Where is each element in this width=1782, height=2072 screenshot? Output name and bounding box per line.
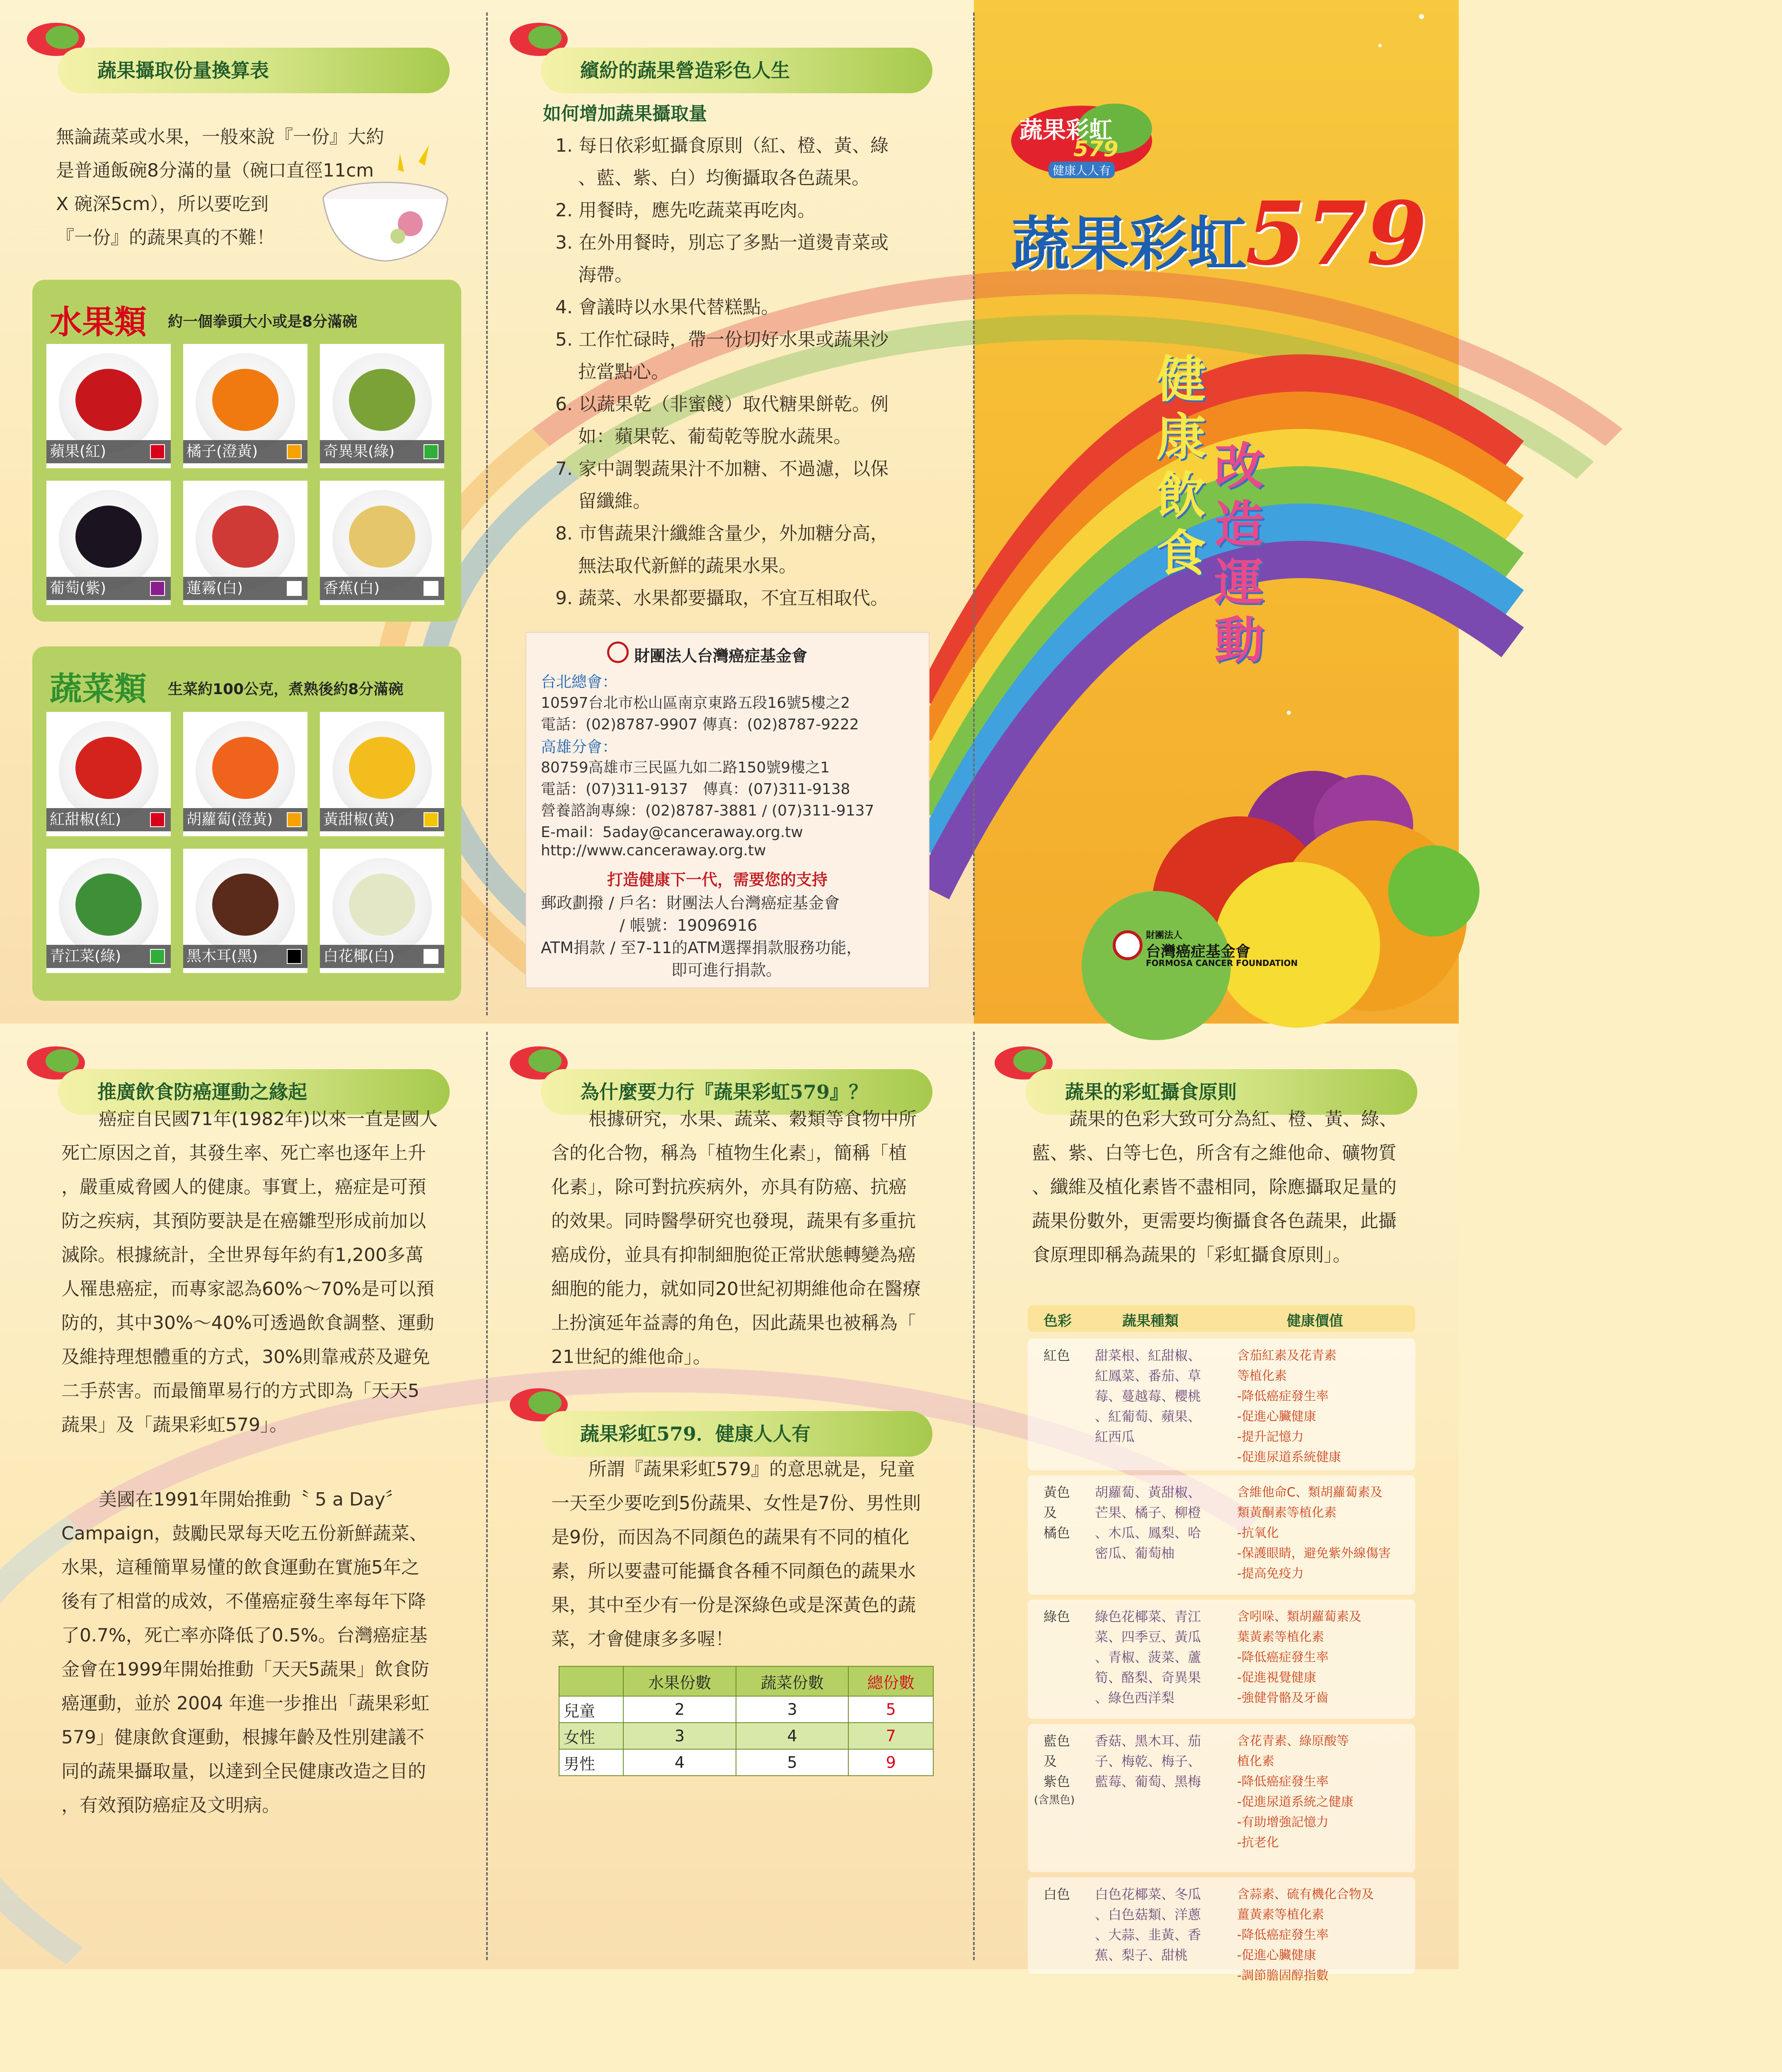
health-value-line: -促進心臟健康: [1237, 1409, 1316, 1424]
servings-cell: 5: [848, 1696, 933, 1723]
paragraph-line: 滅除。根據統計，全世界每年約有1,200多萬: [61, 1244, 424, 1266]
servings-cell: 3: [736, 1696, 849, 1723]
food-list-line: 胡蘿蔔、黃甜椒、: [1095, 1484, 1201, 1500]
p5-section-title-2: 蔬果彩虹579．健康人人有: [541, 1411, 932, 1457]
cover-foundation-emblem-icon: [1113, 930, 1143, 960]
p2-subtitle: 如何增加蔬果攝取量: [543, 103, 707, 124]
health-value-line: -強健骨骼及牙齒: [1237, 1691, 1329, 1705]
paragraph-line: 藍、紫、白等七色，所含有之維他命、礦物質: [1032, 1143, 1397, 1164]
donation-line: / 帳號：19096916: [620, 916, 758, 934]
tip-line: 留纖維。: [578, 491, 651, 512]
color-name: 橘色: [1044, 1525, 1070, 1541]
tip-line: 6. 以蔬果乾（非蜜餞）取代糖果餅乾。例: [555, 394, 889, 415]
health-value-line: 含維他命C、類胡蘿蔔素及: [1237, 1485, 1383, 1500]
slogan-char: 健: [1156, 350, 1206, 409]
paragraph-line: 根據研究，水果、蔬菜、穀類等食物中所: [588, 1109, 917, 1130]
cover-foundation-english: FORMOSA CANCER FOUNDATION: [1146, 958, 1298, 968]
color-name: 白色: [1044, 1886, 1070, 1902]
slogan-char: 動: [1214, 611, 1264, 670]
food-list-line: 、大蒜、韭黃、香: [1095, 1927, 1201, 1943]
health-value-line: -抗老化: [1237, 1835, 1279, 1850]
health-value-line: 薑黃素等植化素: [1237, 1907, 1324, 1922]
food-list-line: 紅鳳菜、番茄、草: [1095, 1368, 1201, 1384]
tip-line: 海帶。: [578, 264, 633, 286]
servings-cell: 3: [623, 1723, 736, 1749]
food-list-line: 、白色菇類、洋蔥: [1095, 1907, 1201, 1922]
servings-table-row: [559, 1723, 933, 1749]
food-list-line: 、紅葡萄、蘋果、: [1095, 1409, 1201, 1424]
servings-cell: 4: [623, 1749, 736, 1776]
paragraph-line: 癌成份，並具有抑制細胞從正常狀態轉變為癌: [551, 1244, 916, 1266]
fruit-category-subtitle: 約一個拳頭大小或是8分滿碗: [168, 313, 358, 330]
food-label: 胡蘿蔔(澄黃): [183, 808, 307, 831]
food-list-line: 筍、酪梨、奇異果: [1095, 1670, 1201, 1685]
food-image: [212, 369, 278, 431]
fold-line-2-top: [973, 12, 975, 1015]
food-tile: [320, 344, 444, 468]
servings-table-row: [559, 1696, 933, 1723]
food-list-line: 紅西瓜: [1095, 1429, 1135, 1445]
kaohsiung-office-line: 80759高雄市三民區九如二路150號9樓之1: [541, 759, 830, 776]
food-label: 紅甜椒(紅): [46, 808, 171, 831]
health-value-line: 等植化素: [1237, 1369, 1287, 1383]
health-value-line: 植化素: [1237, 1754, 1274, 1769]
servings-header-cell: 水果份數: [623, 1666, 736, 1696]
cover-foundation-name: 台灣癌症基金會: [1146, 943, 1251, 960]
health-value-line: -降低癌症發生率: [1237, 1774, 1329, 1789]
paragraph-line: 後有了相當的成效，不僅癌症發生率每年下降: [61, 1591, 426, 1612]
servings-cell: 2: [623, 1696, 736, 1723]
color-swatch: [150, 949, 165, 964]
color-name: 及: [1044, 1753, 1057, 1769]
servings-table-header: [559, 1666, 933, 1696]
health-value-line: -促進尿道系統健康: [1237, 1450, 1341, 1464]
health-value-line: -降低癌症發生率: [1237, 1389, 1329, 1404]
health-value-line: 含花青素、綠原酸等: [1237, 1734, 1349, 1748]
paragraph-line: 21世紀的維他命」。: [551, 1346, 711, 1368]
vegetable-category-subtitle: 生菜約100公克，煮熟後約8分滿碗: [168, 681, 404, 698]
health-value-line: 葉黃素等植化素: [1237, 1630, 1324, 1644]
food-label: 黑木耳(黑): [183, 945, 307, 968]
tip-line: 無法取代新鮮的蔬果水果。: [578, 555, 797, 576]
tip-line: 7. 家中調製蔬果汁不加糖、不過濾，以保: [555, 458, 889, 479]
color-swatch: [287, 581, 302, 596]
servings-cell: 4: [736, 1723, 849, 1749]
paragraph-line: 一天至少要吃到5份蔬果、女性是7份、男性則: [551, 1493, 921, 1514]
cover-logo-line1: 蔬果彩虹: [1019, 116, 1112, 144]
donation-line: ATM捐款 / 至7-11的ATM選擇捐款服務功能，: [541, 939, 862, 957]
color-swatch: [424, 581, 438, 596]
paragraph-line: 所謂『蔬果彩虹579』的意思就是，兒童: [588, 1459, 915, 1480]
kaohsiung-office-label: 高雄分會：: [541, 738, 617, 756]
fruit-category-title: 水果類: [50, 303, 147, 341]
health-value-line: 含茄紅素及花青素: [1237, 1348, 1336, 1363]
food-list-line: 蕉、梨子、甜桃: [1095, 1947, 1188, 1963]
servings-cell: 男性: [559, 1749, 623, 1776]
cover-logo-tagline: 健康人人有: [1048, 162, 1115, 178]
food-list-line: 密瓜、葡萄柚: [1095, 1545, 1175, 1561]
food-list-line: 芒果、橘子、柳橙: [1095, 1505, 1201, 1520]
food-label: 黃甜椒(黃): [320, 808, 444, 831]
tip-line: 2. 用餐時，應先吃蔬菜再吃肉。: [555, 200, 816, 221]
color-swatch: [424, 444, 438, 459]
food-tile: [183, 712, 307, 836]
rainbow-table-row: [1028, 1339, 1415, 1470]
paragraph-line: 了0.7%，死亡率亦降低了0.5%。台灣癌症基: [61, 1625, 428, 1646]
slogan-char: 改: [1214, 437, 1264, 496]
color-name: 藍色: [1044, 1733, 1070, 1749]
paragraph-line: 素，所以要盡可能攝食各種不同顏色的蔬果水: [551, 1561, 916, 1582]
slogan-char: 造: [1214, 495, 1264, 554]
food-list-line: 子、梅乾、梅子、: [1095, 1753, 1201, 1769]
email-link[interactable]: E-mail：5aday@canceraway.org.tw: [541, 824, 803, 841]
cover-title-text: 蔬果彩虹: [1011, 210, 1247, 278]
food-list-line: 莓、蔓越莓、櫻桃: [1095, 1388, 1201, 1404]
taipei-office-line: 10597台北市松山區南京東路五段16號5樓之2: [541, 695, 850, 712]
rainbow-table-header-color: 色彩: [1044, 1313, 1072, 1329]
paragraph-line: 美國在1991年開始推動〝 5 a Day〞: [99, 1489, 404, 1510]
health-value-line: -有助增強記憶力: [1237, 1815, 1329, 1830]
food-tile: [46, 344, 171, 468]
cover-foundation-small: 財團法人: [1146, 930, 1183, 941]
paragraph-line: 癌運動，並於 2004 年進一步推出「蔬果彩虹: [61, 1693, 429, 1714]
paragraph-line: 人罹患癌症，而專家認為60%～70%是可以預: [61, 1278, 434, 1300]
servings-table: [559, 1666, 934, 1776]
food-tile: [183, 481, 307, 605]
paragraph-line: 菜，才會健康多多喔！: [551, 1629, 734, 1650]
servings-table-row: [559, 1749, 933, 1776]
color-swatch: [424, 949, 438, 964]
tip-line: 3. 在外用餐時，別忘了多點一道燙青菜或: [555, 232, 889, 253]
servings-cell: 9: [848, 1749, 933, 1776]
food-list-line: 甜菜根、紅甜椒、: [1095, 1348, 1201, 1363]
rainbow-table-header: [1028, 1305, 1415, 1332]
paragraph-line: 水果，這種簡單易懂的飲食運動在實施5年之: [61, 1557, 419, 1578]
health-value-line: -調節膽固醇指數: [1237, 1968, 1329, 1983]
food-image: [349, 737, 415, 799]
p4-section-title: 推廣飲食防癌運動之緣起: [58, 1069, 450, 1115]
rainbow-table-header-foods: 蔬果種類: [1122, 1313, 1179, 1329]
food-list-line: 、木瓜、鳳梨、哈: [1095, 1525, 1201, 1541]
paragraph-line: 蔬果」及「蔬果彩虹579」。: [61, 1414, 288, 1435]
health-value-line: 含蒜素、硫有機化合物及: [1237, 1887, 1374, 1902]
food-list-line: 白色花椰菜、冬瓜: [1095, 1886, 1201, 1902]
color-swatch: [287, 812, 302, 827]
servings-header-cell: 總份數: [848, 1666, 933, 1696]
food-label: 橘子(澄黃): [183, 440, 307, 463]
p1-intro-line: X 碗深5cm），所以要吃到: [56, 194, 269, 215]
color-name: (含黑色): [1034, 1794, 1075, 1806]
paragraph-line: 、纖維及植化素皆不盡相同，除應攝取足量的: [1032, 1176, 1397, 1198]
color-swatch: [287, 444, 302, 459]
paragraph-line: 含的化合物，稱為「植物生化素」，簡稱「植: [551, 1143, 907, 1164]
food-label: 葡萄(紫): [46, 577, 171, 600]
health-value-line: -促進視覺健康: [1237, 1670, 1316, 1685]
color-name: 及: [1044, 1505, 1057, 1520]
food-label: 香蕉(白): [320, 577, 444, 600]
health-value-line: 類黃酮素等植化素: [1237, 1506, 1336, 1520]
food-label: 奇異果(綠): [320, 440, 444, 463]
p1-intro-line: 是普通飯碗8分滿的量（碗口直徑11cm: [56, 160, 374, 181]
paragraph-line: 是9份，而因為不同顏色的蔬果有不同的植化: [551, 1527, 909, 1548]
color-name: 黃色: [1044, 1484, 1070, 1500]
health-value-line: -降低癌症發生率: [1237, 1650, 1329, 1665]
food-list-line: 、青椒、菠菜、蘆: [1095, 1649, 1201, 1665]
paragraph-line: 蔬果的色彩大致可分為紅、橙、黃、綠、: [1069, 1109, 1397, 1130]
p1-intro-line: 無論蔬菜或水果，一般來說『一份』大約: [56, 126, 384, 148]
tip-line: 如：蘋果乾、葡萄乾等脫水蔬果。: [578, 426, 852, 447]
servings-cell: 7: [848, 1723, 933, 1749]
fold-line-1-bottom: [486, 1032, 488, 1960]
paragraph-line: 防之疾病，其預防要訣是在癌雛型形成前加以: [61, 1210, 426, 1232]
paragraph-line: 同的蔬果攝取量，以達到全民健康改造之目的: [61, 1761, 426, 1782]
food-image: [212, 506, 278, 568]
food-tile: [46, 712, 171, 836]
food-tile: [183, 344, 307, 468]
food-image: [75, 874, 142, 936]
donation-line: 郵政劃撥 / 戶名：財團法人台灣癌症基金會: [541, 894, 840, 912]
rainbow-table-row: [1028, 1724, 1415, 1872]
color-name: 紫色: [1044, 1774, 1070, 1789]
paragraph-line: 上扮演延年益壽的角色，因此蔬果也被稱為「: [551, 1312, 916, 1334]
health-value-line: -促進心臟健康: [1237, 1948, 1316, 1963]
donation-line: 即可進行捐款。: [671, 961, 782, 979]
paragraph-line: 癌症自民國71年(1982年)以來一直是國人: [99, 1109, 438, 1130]
tip-line: 拉當點心。: [578, 361, 669, 382]
taipei-office-label: 台北總會：: [541, 673, 617, 691]
hotline-line: 營養諮詢專線：(02)8787-3881 / (07)311-9137: [541, 802, 874, 819]
food-image: [75, 737, 142, 799]
tip-line: 9. 蔬菜、水果都要攝取，不宜互相取代。: [555, 588, 889, 609]
food-tile: [46, 481, 171, 605]
taipei-office-line: 電話：(02)8787-9907 傳真：(02)8787-9222: [541, 716, 859, 733]
health-value-line: 含吲哚、類胡蘿蔔素及: [1237, 1610, 1361, 1624]
food-label: 蓮霧(白): [183, 577, 307, 600]
slogan-char: 運: [1214, 553, 1264, 612]
food-list-line: 菜、四季豆、黃瓜: [1095, 1629, 1201, 1645]
fold-line-2-bottom: [973, 1032, 975, 1960]
website-link[interactable]: http://www.canceraway.org.tw: [541, 842, 766, 859]
slogan-char: 康: [1156, 408, 1206, 467]
color-swatch: [150, 581, 165, 596]
kaohsiung-office-line: 電話：(07)311-9137 傳真：(07)311-9138: [541, 781, 850, 798]
color-swatch: [150, 444, 165, 459]
paragraph-line: 及維持理想體重的方式，30%則靠戒菸及避免: [61, 1346, 430, 1368]
food-tile: [320, 849, 444, 973]
health-value-line: -抗氧化: [1237, 1526, 1279, 1540]
servings-cell: 5: [736, 1749, 849, 1776]
food-list-line: 、綠色西洋梨: [1095, 1690, 1175, 1706]
color-swatch: [424, 812, 438, 827]
paragraph-line: Campaign，鼓勵民眾每天吃五份新鮮蔬菜、: [61, 1523, 428, 1544]
paragraph-line: 果，其中至少有一份是深綠色或是深黃色的蔬: [551, 1595, 916, 1616]
paragraph-line: 金會在1999年開始推動「天天5蔬果」飲食防: [61, 1659, 429, 1680]
cover-title-number: 579: [1245, 182, 1427, 285]
food-list-line: 藍莓、葡萄、黑梅: [1095, 1774, 1201, 1789]
p2-section-title: 繽紛的蔬果營造彩色人生: [541, 48, 932, 93]
food-label: 白花椰(白): [320, 945, 444, 968]
cover-logo-line2: 579: [1073, 137, 1119, 162]
slogan-char: 飲: [1156, 466, 1206, 525]
paragraph-line: 細胞的能力，就如同20世紀初期維他命在醫療: [551, 1278, 921, 1300]
health-value-line: -保護眼睛，避免紫外線傷害: [1237, 1546, 1391, 1561]
rainbow-table-header-values: 健康價值: [1287, 1313, 1343, 1329]
rice-bowl-illustration: [315, 141, 456, 278]
paragraph-line: 蔬果份數外，更需要均衡攝食各色蔬果，此攝: [1032, 1210, 1397, 1232]
cover-logo-badge: [1003, 95, 1160, 178]
food-tile: [183, 849, 307, 973]
servings-cell: 女性: [559, 1723, 623, 1749]
paragraph-line: 二手菸害。而最簡單易行的方式即為「天天5: [61, 1380, 419, 1402]
health-value-line: -提高免疫力: [1237, 1566, 1304, 1581]
tip-line: 、藍、紫、白）均衡攝取各色蔬果。: [578, 167, 870, 189]
color-name: 綠色: [1044, 1609, 1070, 1624]
food-image: [212, 874, 278, 936]
color-swatch: [287, 949, 302, 964]
color-swatch: [150, 812, 165, 827]
p5-section-title: 為什麼要力行『蔬果彩虹579』？: [541, 1069, 932, 1115]
servings-header-cell: 蔬菜份數: [736, 1666, 849, 1696]
paragraph-line: 防的，其中30%～40%可透過飲食調整、運動: [61, 1312, 434, 1334]
paragraph-line: 食原理即稱為蔬果的「彩虹攝食原則」。: [1032, 1244, 1351, 1266]
paragraph-line: 死亡原因之首，其發生率、死亡率也逐年上升: [61, 1143, 426, 1164]
support-title: 打造健康下一代，需要您的支持: [607, 871, 828, 889]
paragraph-line: ，有效預防癌症及文明病。: [61, 1795, 280, 1816]
tip-line: 1. 每日依彩虹攝食原則（紅、橙、黃、綠: [555, 135, 889, 156]
food-label: 蘋果(紅): [46, 440, 171, 463]
p1-intro-line: 『一份』的蔬果真的不難！: [56, 227, 275, 248]
food-image: [212, 737, 278, 799]
tip-line: 8. 市售蔬果汁纖維含量少，外加糖分高，: [555, 523, 889, 544]
health-value-line: -降低癌症發生率: [1237, 1928, 1329, 1942]
slogan-char: 食: [1156, 524, 1206, 583]
paragraph-line: 的效果。同時醫學研究也發現，蔬果有多重抗: [551, 1210, 916, 1232]
paragraph-line: ，嚴重威脅國人的健康。事實上，癌症是可預: [61, 1176, 426, 1198]
health-value-line: -提升記憶力: [1237, 1430, 1304, 1444]
food-image: [349, 506, 415, 568]
food-image: [349, 874, 415, 936]
food-list-line: 綠色花椰菜、青江: [1095, 1609, 1201, 1624]
health-value-line: -促進尿道系統之健康: [1237, 1795, 1353, 1809]
food-list-line: 香菇、黑木耳、茄: [1095, 1733, 1201, 1749]
foundation-emblem-icon: [607, 641, 629, 663]
servings-cell: 兒童: [559, 1696, 623, 1723]
tip-line: 5. 工作忙碌時，帶一份切好水果或蔬果沙: [555, 329, 889, 350]
food-image: [75, 506, 142, 568]
fold-line-1-top: [486, 12, 488, 1015]
p6-section-title: 蔬果的彩虹攝食原則: [1026, 1069, 1417, 1115]
food-label: 青江菜(綠): [46, 945, 171, 968]
food-tile: [320, 481, 444, 605]
food-tile: [320, 712, 444, 836]
servings-header-cell: [559, 1666, 623, 1696]
paragraph-line: 579」健康飲食運動，根據年齡及性別建議不: [61, 1727, 424, 1748]
food-image: [75, 369, 142, 431]
paragraph-line: 化素」，除可對抗疾病外，亦具有防癌、抗癌: [551, 1176, 907, 1198]
color-name: 紅色: [1044, 1348, 1070, 1363]
food-tile: [46, 849, 171, 973]
food-image: [349, 369, 415, 431]
foundation-name: 財團法人台灣癌症基金會: [634, 647, 808, 665]
vegetable-category-title: 蔬菜類: [50, 670, 147, 708]
tip-line: 4. 會議時以水果代替糕點。: [555, 297, 779, 318]
p1-section-title: 蔬果攝取份量換算表: [58, 48, 450, 93]
